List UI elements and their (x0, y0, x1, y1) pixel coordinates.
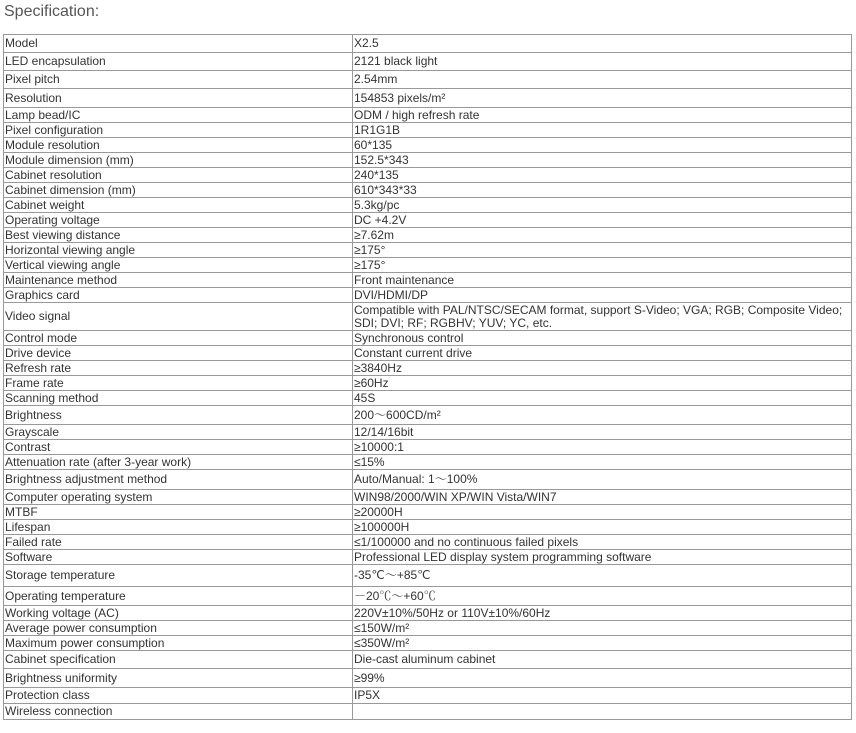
spec-label: Scanning method (4, 391, 353, 406)
spec-value: －20℃～+60℃ (353, 587, 852, 606)
spec-value: ≤1/100000 and no continuous failed pixels (353, 535, 852, 550)
spec-label: Module resolution (4, 138, 353, 153)
spec-value: ≤350W/m² (353, 636, 852, 651)
spec-value: 220V±10%/50Hz or 110V±10%/60Hz (353, 606, 852, 621)
spec-row (4, 303, 852, 331)
spec-value: 240*135 (353, 168, 852, 183)
spec-label: Video signal (4, 303, 353, 331)
spec-label: Control mode (4, 331, 353, 346)
spec-value: Auto/Manual: 1～100% (353, 470, 852, 490)
spec-label: Resolution (4, 89, 353, 108)
spec-row (4, 376, 852, 391)
spec-value: 5.3kg/pc (353, 198, 852, 213)
spec-row (4, 455, 852, 470)
spec-row (4, 213, 852, 228)
spec-row (4, 688, 852, 704)
spec-value: 2.54mm (353, 71, 852, 89)
spec-label: Operating voltage (4, 213, 353, 228)
spec-row (4, 273, 852, 288)
spec-row (4, 587, 852, 606)
spec-value: Synchronous control (353, 331, 852, 346)
spec-value: X2.5 (353, 35, 852, 53)
spec-value: ≥10000:1 (353, 440, 852, 455)
spec-row (4, 108, 852, 123)
spec-value (353, 704, 852, 720)
spec-row (4, 621, 852, 636)
spec-row (4, 228, 852, 243)
spec-label: Failed rate (4, 535, 353, 550)
spec-value: ≤15% (353, 455, 852, 470)
spec-label: Maximum power consumption (4, 636, 353, 651)
spec-label: Pixel pitch (4, 71, 353, 89)
spec-label: Computer operating system (4, 490, 353, 505)
spec-row (4, 183, 852, 198)
spec-row (4, 505, 852, 520)
spec-row (4, 470, 852, 490)
spec-value: WIN98/2000/WIN XP/WIN Vista/WIN7 (353, 490, 852, 505)
spec-label: Brightness uniformity (4, 669, 353, 688)
spec-label: Working voltage (AC) (4, 606, 353, 621)
spec-value: Die-cast aluminum cabinet (353, 651, 852, 669)
spec-label: Cabinet weight (4, 198, 353, 213)
spec-value: 60*135 (353, 138, 852, 153)
spec-label: Brightness adjustment method (4, 470, 353, 490)
spec-row (4, 606, 852, 621)
spec-label: Wireless connection (4, 704, 353, 720)
spec-label: Pixel configuration (4, 123, 353, 138)
spec-value: 610*343*33 (353, 183, 852, 198)
spec-row (4, 440, 852, 455)
spec-value: ODM / high refresh rate (353, 108, 852, 123)
spec-label: Brightness (4, 406, 353, 425)
spec-label: Module dimension (mm) (4, 153, 353, 168)
spec-row (4, 550, 852, 565)
spec-label: Contrast (4, 440, 353, 455)
spec-label: Refresh rate (4, 361, 353, 376)
spec-value: DC +4.2V (353, 213, 852, 228)
spec-value: Compatible with PAL/NTSC/SECAM format, support S-Video; VGA; RGB; Composite Video; SDI; DVI; RF; RGBHV; YUV; YC, etc. (353, 303, 852, 331)
spec-row (4, 704, 852, 720)
spec-row (4, 71, 852, 89)
spec-row (4, 168, 852, 183)
spec-row (4, 258, 852, 273)
spec-row (4, 138, 852, 153)
spec-value: 200～600CD/m² (353, 406, 852, 425)
spec-label: Software (4, 550, 353, 565)
spec-value: ≥7.62m (353, 228, 852, 243)
spec-row (4, 391, 852, 406)
spec-row (4, 89, 852, 108)
spec-label: Horizontal viewing angle (4, 243, 353, 258)
spec-row (4, 636, 852, 651)
spec-value: ≥100000H (353, 520, 852, 535)
spec-row (4, 425, 852, 440)
spec-label: Best viewing distance (4, 228, 353, 243)
spec-label: Cabinet dimension (mm) (4, 183, 353, 198)
spec-value: ≥175° (353, 258, 852, 273)
spec-row (4, 53, 852, 71)
spec-label: Average power consumption (4, 621, 353, 636)
spec-label: Graphics card (4, 288, 353, 303)
spec-row (4, 490, 852, 505)
spec-row (4, 669, 852, 688)
spec-value: IP5X (353, 688, 852, 704)
spec-label: Frame rate (4, 376, 353, 391)
spec-label: Drive device (4, 346, 353, 361)
spec-row (4, 153, 852, 168)
spec-value: Constant current drive (353, 346, 852, 361)
spec-value: ≤150W/m² (353, 621, 852, 636)
spec-label: Attenuation rate (after 3-year work) (4, 455, 353, 470)
spec-row (4, 243, 852, 258)
spec-value: ≥60Hz (353, 376, 852, 391)
spec-label: Cabinet resolution (4, 168, 353, 183)
spec-row (4, 651, 852, 669)
spec-row (4, 331, 852, 346)
spec-label: MTBF (4, 505, 353, 520)
spec-value: 2121 black light (353, 53, 852, 71)
spec-value: 1R1G1B (353, 123, 852, 138)
spec-label: Storage temperature (4, 565, 353, 587)
specification-table-body (4, 35, 852, 720)
spec-value: ≥99% (353, 669, 852, 688)
spec-row (4, 361, 852, 376)
spec-label: Protection class (4, 688, 353, 704)
spec-value: ≥3840Hz (353, 361, 852, 376)
spec-value: DVI/HDMI/DP (353, 288, 852, 303)
spec-value: ≥175° (353, 243, 852, 258)
spec-label: Vertical viewing angle (4, 258, 353, 273)
spec-value: 12/14/16bit (353, 425, 852, 440)
specification-table (3, 34, 852, 720)
spec-row (4, 535, 852, 550)
spec-label: Grayscale (4, 425, 353, 440)
spec-row (4, 35, 852, 53)
spec-label: Model (4, 35, 353, 53)
spec-row (4, 520, 852, 535)
spec-label: Lamp bead/IC (4, 108, 353, 123)
spec-label: Operating temperature (4, 587, 353, 606)
spec-label: Lifespan (4, 520, 353, 535)
spec-value: 154853 pixels/m² (353, 89, 852, 108)
spec-label: Maintenance method (4, 273, 353, 288)
spec-value: ≥20000H (353, 505, 852, 520)
page-title: Specification: (4, 3, 100, 20)
spec-label: LED encapsulation (4, 53, 353, 71)
spec-row (4, 198, 852, 213)
spec-row (4, 123, 852, 138)
spec-value: Professional LED display system programming software (353, 550, 852, 565)
spec-value: -35℃～+85℃ (353, 565, 852, 587)
spec-value: 45S (353, 391, 852, 406)
spec-row (4, 406, 852, 425)
spec-label: Cabinet specification (4, 651, 353, 669)
spec-value: 152.5*343 (353, 153, 852, 168)
spec-row (4, 288, 852, 303)
spec-row (4, 346, 852, 361)
spec-value: Front maintenance (353, 273, 852, 288)
spec-row (4, 565, 852, 587)
